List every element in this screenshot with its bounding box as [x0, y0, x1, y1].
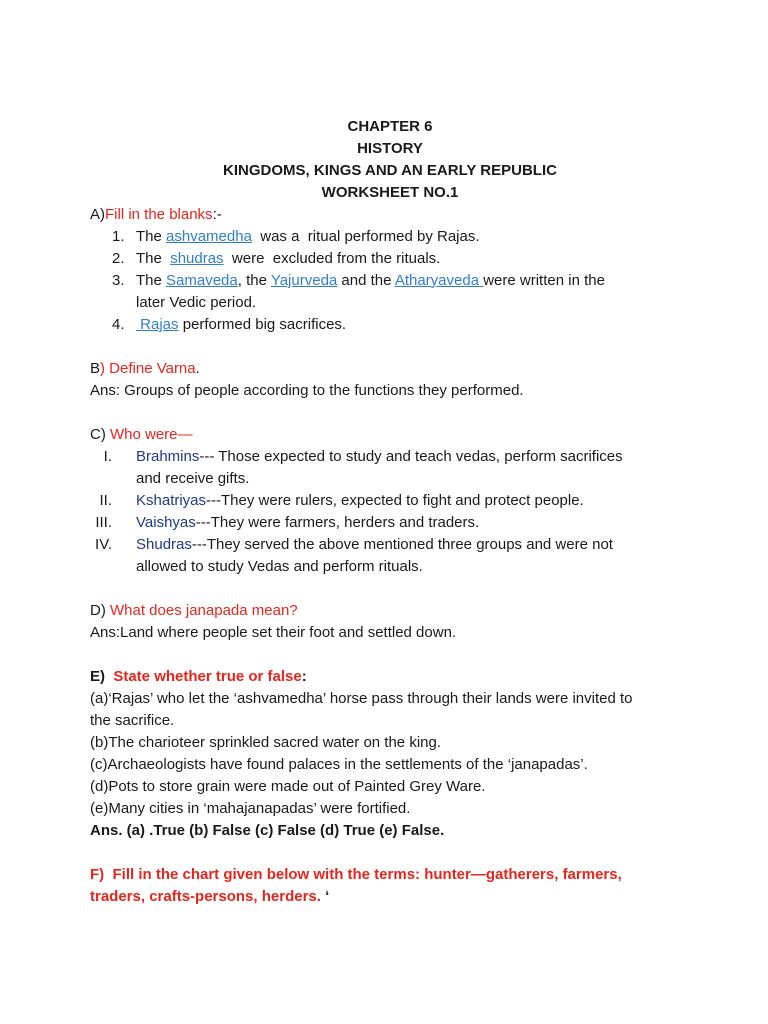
varna-description: --- Those expected to study and teach vedas, perform sacrifices [199, 448, 623, 465]
list-item [90, 446, 690, 490]
section-b-letter: B [90, 360, 101, 377]
section-b-title: ) Define Varna [100, 360, 196, 377]
item-text: and the [337, 272, 395, 289]
section-e-heading [90, 666, 690, 688]
list-item [90, 534, 690, 578]
list-item [90, 512, 690, 534]
spacer [90, 336, 690, 358]
spacer [90, 578, 690, 600]
section-c-letter: C) [90, 426, 110, 443]
section-e-answer: Ans. (a) .True (b) False (c) False (d) True (e) False. [90, 822, 445, 839]
varna-term: Vaishyas [136, 514, 196, 531]
item-text: The [136, 228, 167, 245]
list-item [90, 226, 690, 248]
item-number: 3. [112, 272, 125, 289]
item-text: performed big sacrifices. [178, 316, 347, 333]
section-b-heading [90, 358, 690, 380]
answer-link[interactable]: Atharyaveda [394, 272, 484, 289]
subject-heading: HISTORY [357, 140, 423, 157]
varna-description: ---They served the above mentioned three groups and were not [191, 536, 613, 553]
section-a-heading [90, 204, 690, 226]
statement-line: (c)Archaeologists have found palaces in the settlements of the ‘janapadas’. [90, 756, 588, 773]
item-number: 2. [112, 250, 125, 267]
item-text: The [136, 272, 167, 289]
list-item [90, 270, 690, 314]
chapter-title: KINGDOMS, KINGS AND AN EARLY REPUBLIC [223, 162, 557, 179]
list-item [90, 490, 690, 512]
varna-term: Brahmins [136, 448, 200, 465]
section-d-letter: D) [90, 602, 110, 619]
list-item [90, 248, 690, 270]
item-text: later Vedic period. [136, 294, 257, 311]
section-f-heading-cont [90, 886, 690, 908]
fill-blanks-list [90, 226, 690, 336]
answer-link[interactable]: shudras [170, 250, 224, 267]
statement-line: (d)Pots to store grain were made out of Painted Grey Ware. [90, 778, 486, 795]
statement-line: (b)The charioteer sprinkled sacred water on the king. [90, 734, 442, 751]
varna-description: ---They were rulers, expected to fight and protect people. [206, 492, 584, 509]
statement-line: (a)‘Rajas’ who let the ‘ashvamedha’ horse pass through their lands were invited to [90, 690, 633, 707]
section-b-suffix: . [195, 360, 200, 377]
item-text: The [136, 250, 171, 267]
list-item [90, 314, 690, 336]
item-number: 1. [112, 228, 125, 245]
item-number: 4. [112, 316, 125, 333]
section-e-letter: E) [90, 668, 114, 685]
varna-list [90, 446, 690, 578]
section-c-heading [90, 424, 690, 446]
spacer [90, 644, 690, 666]
statement-line: the sacrifice. [90, 712, 175, 729]
worksheet-content [90, 116, 690, 908]
section-a-title: Fill in the blanks [105, 206, 213, 223]
varna-term: Shudras [136, 536, 192, 553]
chapter-heading: CHAPTER 6 [347, 118, 433, 135]
item-number: IV. [95, 536, 112, 553]
item-text: were written in the [483, 272, 605, 289]
item-text: was a ritual performed by Rajas. [251, 228, 480, 245]
section-b-answer: Ans: Groups of people according to the functions they performed. [90, 382, 524, 399]
varna-description: ---They were farmers, herders and traders. [195, 514, 480, 531]
section-d-heading [90, 600, 690, 622]
section-f-title: Fill in the chart given below with the terms: hunter—gatherers, farmers, [112, 866, 622, 883]
section-e-title: State whether true or false [113, 668, 302, 685]
answer-link[interactable]: Rajas [136, 316, 179, 333]
item-text: were excluded from the rituals. [223, 250, 441, 267]
section-c-title: Who were [110, 426, 178, 443]
section-d-title: What does janapada mean? [110, 602, 298, 619]
worksheet-number: WORKSHEET NO.1 [321, 184, 459, 201]
varna-term: Kshatriyas [136, 492, 207, 509]
section-f-title-cont: traders, crafts-persons, herders. [90, 888, 321, 905]
spacer [90, 402, 690, 424]
section-f-letter: F) [90, 866, 113, 883]
section-f-heading [90, 864, 690, 886]
section-f-suffix: ‘ [320, 888, 330, 905]
section-a-suffix: :- [212, 206, 222, 223]
answer-link[interactable]: Samaveda [166, 272, 238, 289]
spacer [90, 842, 690, 864]
section-a-letter: A) [90, 206, 105, 223]
item-number: III. [95, 514, 112, 531]
section-e-suffix: : [301, 668, 307, 685]
section-c-suffix: — [177, 426, 193, 443]
item-number: II. [99, 492, 112, 509]
statement-line: (e)Many cities in ‘mahajanapadas’ were fortified. [90, 800, 411, 817]
answer-link[interactable]: ashvamedha [166, 228, 252, 245]
answer-link[interactable]: Yajurveda [270, 272, 338, 289]
item-number: I. [103, 448, 112, 465]
section-d-answer: Ans:Land where people set their foot and settled down. [90, 624, 457, 641]
varna-description: and receive gifts. [136, 470, 250, 487]
item-text: , the [237, 272, 271, 289]
varna-description: allowed to study Vedas and perform rituals. [136, 558, 423, 575]
